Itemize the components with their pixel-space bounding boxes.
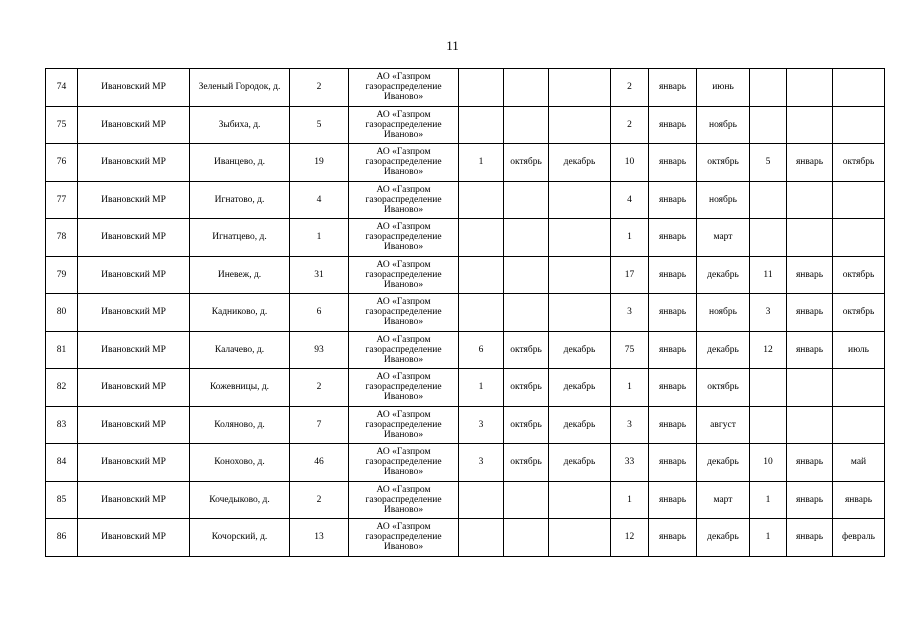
- end-2-cell: декабрь: [697, 256, 750, 294]
- count-cell: 13: [290, 519, 349, 557]
- start-2-cell: январь: [649, 256, 697, 294]
- district-cell: Ивановский МР: [78, 519, 190, 557]
- row-number: 83: [46, 406, 78, 444]
- start-1-cell: октябрь: [504, 369, 549, 407]
- start-2-cell: январь: [649, 406, 697, 444]
- start-2-cell: январь: [649, 444, 697, 482]
- district-cell: Ивановский МР: [78, 219, 190, 257]
- locality-cell: Игнатово, д.: [190, 181, 290, 219]
- end-1-cell: [549, 106, 611, 144]
- count-3-cell: [750, 369, 787, 407]
- end-2-cell: октябрь: [697, 144, 750, 182]
- organization-cell: АО «Газпром газораспределение Иваново»: [349, 444, 459, 482]
- district-cell: Ивановский МР: [78, 181, 190, 219]
- end-1-cell: [549, 481, 611, 519]
- count-3-cell: 3: [750, 294, 787, 332]
- count-2-cell: 3: [611, 294, 649, 332]
- count-cell: 93: [290, 331, 349, 369]
- row-number: 77: [46, 181, 78, 219]
- table-row: [46, 181, 885, 219]
- start-1-cell: [504, 106, 549, 144]
- start-1-cell: [504, 294, 549, 332]
- count-cell: 2: [290, 69, 349, 107]
- count-3-cell: [750, 406, 787, 444]
- count-2-cell: 17: [611, 256, 649, 294]
- district-cell: Ивановский МР: [78, 331, 190, 369]
- count-2-cell: 75: [611, 331, 649, 369]
- count-2-cell: 10: [611, 144, 649, 182]
- end-2-cell: ноябрь: [697, 106, 750, 144]
- count-2-cell: 1: [611, 369, 649, 407]
- count-cell: 19: [290, 144, 349, 182]
- end-1-cell: [549, 219, 611, 257]
- start-2-cell: январь: [649, 481, 697, 519]
- locality-cell: Кочорский, д.: [190, 519, 290, 557]
- district-cell: Ивановский МР: [78, 256, 190, 294]
- locality-cell: Кочедыково, д.: [190, 481, 290, 519]
- end-3-cell: [833, 181, 885, 219]
- gasification-table: [45, 68, 885, 557]
- district-cell: Ивановский МР: [78, 294, 190, 332]
- locality-cell: Кожевницы, д.: [190, 369, 290, 407]
- end-1-cell: декабрь: [549, 144, 611, 182]
- start-2-cell: январь: [649, 519, 697, 557]
- locality-cell: Коляново, д.: [190, 406, 290, 444]
- row-number: 86: [46, 519, 78, 557]
- organization-cell: АО «Газпром газораспределение Иваново»: [349, 369, 459, 407]
- row-number: 80: [46, 294, 78, 332]
- district-cell: Ивановский МР: [78, 406, 190, 444]
- start-2-cell: январь: [649, 181, 697, 219]
- start-3-cell: [787, 369, 833, 407]
- organization-cell: АО «Газпром газораспределение Иваново»: [349, 181, 459, 219]
- count-3-cell: 12: [750, 331, 787, 369]
- start-2-cell: январь: [649, 106, 697, 144]
- locality-cell: Калачево, д.: [190, 331, 290, 369]
- count-3-cell: 10: [750, 444, 787, 482]
- district-cell: Ивановский МР: [78, 444, 190, 482]
- row-number: 85: [46, 481, 78, 519]
- start-1-cell: октябрь: [504, 144, 549, 182]
- count-cell: 6: [290, 294, 349, 332]
- start-1-cell: [504, 69, 549, 107]
- end-3-cell: [833, 106, 885, 144]
- end-3-cell: [833, 219, 885, 257]
- start-3-cell: январь: [787, 294, 833, 332]
- end-1-cell: [549, 256, 611, 294]
- start-3-cell: январь: [787, 331, 833, 369]
- count-1-cell: 1: [459, 369, 504, 407]
- end-2-cell: декабрь: [697, 519, 750, 557]
- end-1-cell: декабрь: [549, 406, 611, 444]
- start-3-cell: январь: [787, 144, 833, 182]
- organization-cell: АО «Газпром газораспределение Иваново»: [349, 294, 459, 332]
- start-1-cell: октябрь: [504, 444, 549, 482]
- row-number: 79: [46, 256, 78, 294]
- count-2-cell: 1: [611, 219, 649, 257]
- row-number: 76: [46, 144, 78, 182]
- organization-cell: АО «Газпром газораспределение Иваново»: [349, 331, 459, 369]
- district-cell: Ивановский МР: [78, 106, 190, 144]
- count-2-cell: 2: [611, 106, 649, 144]
- organization-cell: АО «Газпром газораспределение Иваново»: [349, 106, 459, 144]
- start-3-cell: январь: [787, 519, 833, 557]
- end-1-cell: [549, 294, 611, 332]
- count-2-cell: 3: [611, 406, 649, 444]
- end-3-cell: [833, 69, 885, 107]
- count-3-cell: 1: [750, 519, 787, 557]
- end-3-cell: октябрь: [833, 144, 885, 182]
- count-3-cell: [750, 106, 787, 144]
- start-3-cell: январь: [787, 481, 833, 519]
- end-3-cell: [833, 369, 885, 407]
- start-3-cell: [787, 181, 833, 219]
- end-1-cell: [549, 181, 611, 219]
- start-1-cell: [504, 481, 549, 519]
- table-row: [46, 406, 885, 444]
- organization-cell: АО «Газпром газораспределение Иваново»: [349, 69, 459, 107]
- start-2-cell: январь: [649, 369, 697, 407]
- locality-cell: Игнатцево, д.: [190, 219, 290, 257]
- row-number: 81: [46, 331, 78, 369]
- start-1-cell: октябрь: [504, 331, 549, 369]
- count-2-cell: 2: [611, 69, 649, 107]
- count-cell: 7: [290, 406, 349, 444]
- count-3-cell: 11: [750, 256, 787, 294]
- count-1-cell: [459, 69, 504, 107]
- start-2-cell: январь: [649, 69, 697, 107]
- end-2-cell: март: [697, 219, 750, 257]
- row-number: 78: [46, 219, 78, 257]
- start-3-cell: [787, 406, 833, 444]
- start-1-cell: [504, 181, 549, 219]
- end-3-cell: май: [833, 444, 885, 482]
- end-2-cell: июнь: [697, 69, 750, 107]
- end-3-cell: октябрь: [833, 256, 885, 294]
- end-2-cell: октябрь: [697, 369, 750, 407]
- count-cell: 2: [290, 481, 349, 519]
- end-1-cell: декабрь: [549, 369, 611, 407]
- start-2-cell: январь: [649, 331, 697, 369]
- locality-cell: Иневеж, д.: [190, 256, 290, 294]
- count-2-cell: 33: [611, 444, 649, 482]
- count-1-cell: 3: [459, 444, 504, 482]
- row-number: 82: [46, 369, 78, 407]
- row-number: 74: [46, 69, 78, 107]
- end-1-cell: [549, 69, 611, 107]
- count-3-cell: [750, 219, 787, 257]
- end-2-cell: март: [697, 481, 750, 519]
- organization-cell: АО «Газпром газораспределение Иваново»: [349, 256, 459, 294]
- district-cell: Ивановский МР: [78, 369, 190, 407]
- start-2-cell: январь: [649, 144, 697, 182]
- table-row: [46, 219, 885, 257]
- count-3-cell: 1: [750, 481, 787, 519]
- start-3-cell: [787, 69, 833, 107]
- locality-cell: Зыбиха, д.: [190, 106, 290, 144]
- organization-cell: АО «Газпром газораспределение Иваново»: [349, 219, 459, 257]
- district-cell: Ивановский МР: [78, 69, 190, 107]
- table-row: [46, 69, 885, 107]
- count-3-cell: [750, 181, 787, 219]
- locality-cell: Иванцево, д.: [190, 144, 290, 182]
- count-cell: 5: [290, 106, 349, 144]
- locality-cell: Зеленый Городок, д.: [190, 69, 290, 107]
- district-cell: Ивановский МР: [78, 144, 190, 182]
- organization-cell: АО «Газпром газораспределение Иваново»: [349, 519, 459, 557]
- count-cell: 4: [290, 181, 349, 219]
- table-row: [46, 256, 885, 294]
- table-row: [46, 294, 885, 332]
- count-1-cell: [459, 219, 504, 257]
- count-3-cell: [750, 69, 787, 107]
- start-1-cell: [504, 219, 549, 257]
- end-2-cell: декабрь: [697, 444, 750, 482]
- end-2-cell: ноябрь: [697, 294, 750, 332]
- row-number: 75: [46, 106, 78, 144]
- end-1-cell: декабрь: [549, 444, 611, 482]
- table-row: [46, 144, 885, 182]
- table-row: [46, 444, 885, 482]
- count-1-cell: 6: [459, 331, 504, 369]
- count-1-cell: 1: [459, 144, 504, 182]
- locality-cell: Кадниково, д.: [190, 294, 290, 332]
- end-3-cell: январь: [833, 481, 885, 519]
- end-2-cell: декабрь: [697, 331, 750, 369]
- end-1-cell: декабрь: [549, 331, 611, 369]
- count-cell: 2: [290, 369, 349, 407]
- count-1-cell: [459, 294, 504, 332]
- count-2-cell: 4: [611, 181, 649, 219]
- start-2-cell: январь: [649, 219, 697, 257]
- start-3-cell: [787, 106, 833, 144]
- count-cell: 31: [290, 256, 349, 294]
- count-1-cell: [459, 519, 504, 557]
- count-1-cell: [459, 481, 504, 519]
- end-2-cell: ноябрь: [697, 181, 750, 219]
- organization-cell: АО «Газпром газораспределение Иваново»: [349, 481, 459, 519]
- start-1-cell: октябрь: [504, 406, 549, 444]
- organization-cell: АО «Газпром газораспределение Иваново»: [349, 144, 459, 182]
- count-1-cell: [459, 106, 504, 144]
- end-3-cell: октябрь: [833, 294, 885, 332]
- start-1-cell: [504, 519, 549, 557]
- district-cell: Ивановский МР: [78, 481, 190, 519]
- table-row: [46, 331, 885, 369]
- locality-cell: Конохово, д.: [190, 444, 290, 482]
- count-cell: 1: [290, 219, 349, 257]
- table-row: [46, 481, 885, 519]
- end-3-cell: [833, 406, 885, 444]
- start-3-cell: [787, 219, 833, 257]
- count-1-cell: 3: [459, 406, 504, 444]
- start-3-cell: январь: [787, 444, 833, 482]
- end-3-cell: июль: [833, 331, 885, 369]
- organization-cell: АО «Газпром газораспределение Иваново»: [349, 406, 459, 444]
- page-number: 11: [446, 38, 459, 53]
- start-2-cell: январь: [649, 294, 697, 332]
- end-1-cell: [549, 519, 611, 557]
- table-row: [46, 519, 885, 557]
- table-row: [46, 106, 885, 144]
- end-2-cell: август: [697, 406, 750, 444]
- row-number: 84: [46, 444, 78, 482]
- start-1-cell: [504, 256, 549, 294]
- count-2-cell: 1: [611, 481, 649, 519]
- count-2-cell: 12: [611, 519, 649, 557]
- count-cell: 46: [290, 444, 349, 482]
- count-1-cell: [459, 256, 504, 294]
- start-3-cell: январь: [787, 256, 833, 294]
- end-3-cell: февраль: [833, 519, 885, 557]
- count-3-cell: 5: [750, 144, 787, 182]
- table-row: [46, 369, 885, 407]
- count-1-cell: [459, 181, 504, 219]
